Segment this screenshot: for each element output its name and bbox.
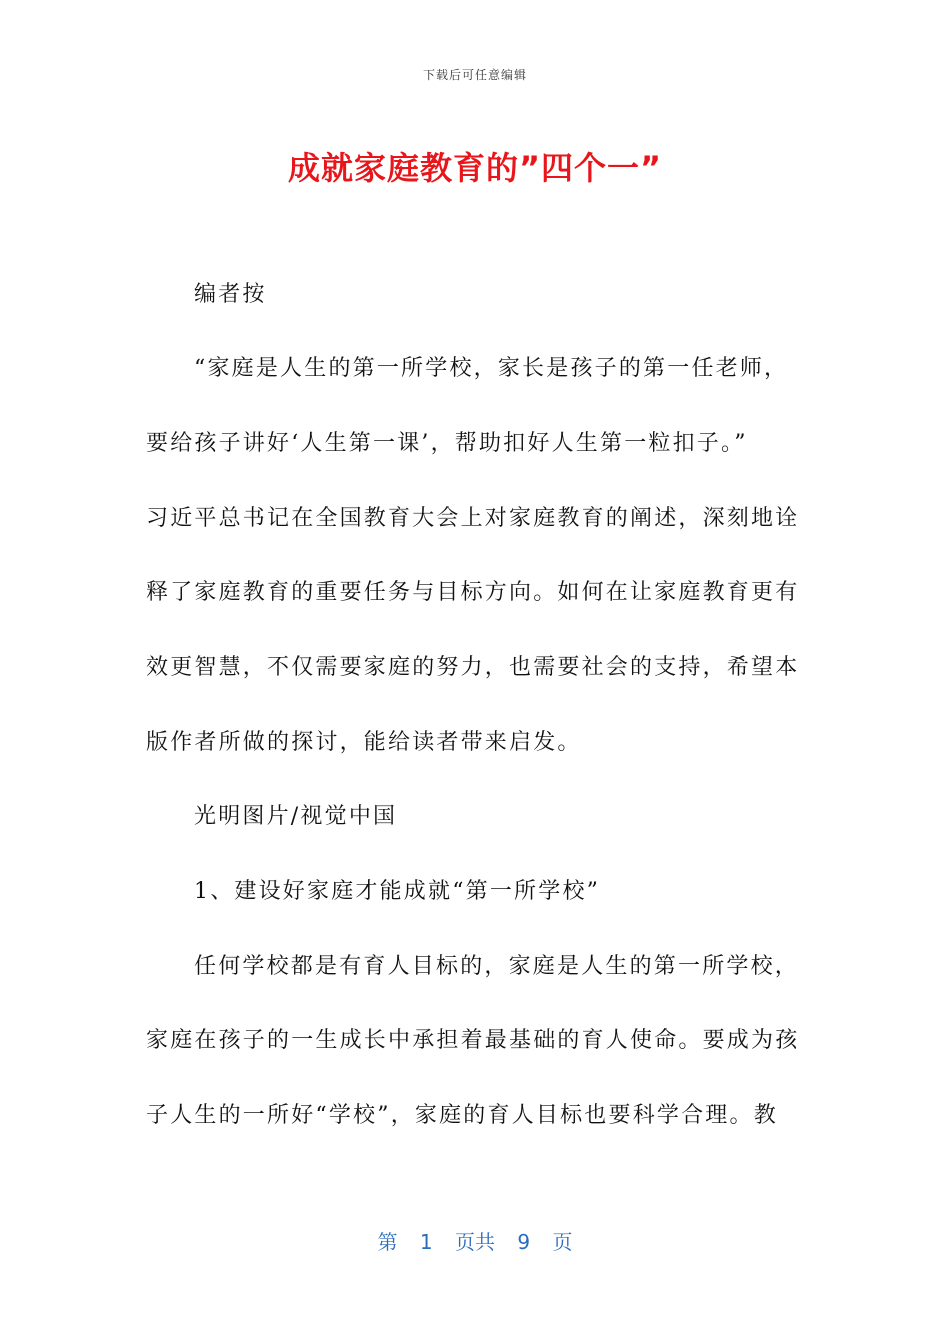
document-title: 成就家庭教育的”四个一” (287, 149, 663, 187)
paragraph-line: “家庭是人生的第一所学校，家长是孩子的第一任老师， (194, 356, 789, 381)
paragraph-line: 版作者所做的探讨，能给读者带来启发。 (146, 730, 582, 755)
page-current: 1 (419, 1230, 433, 1254)
page-total: 9 (517, 1230, 531, 1254)
paragraph-line: 效更智慧，不仅需要家庭的努力，也需要社会的支持，希望本 (146, 655, 800, 680)
page-footer (0, 1226, 950, 1255)
section-heading: 1、建设好家庭才能成就“第一所学校” (194, 879, 601, 904)
page-label: 第 (377, 1230, 398, 1254)
paragraph-line: 释了家庭教育的重要任务与目标方向。如何在让家庭教育更有 (146, 580, 800, 605)
editor-note-heading: 编者按 (194, 282, 267, 307)
paragraph-line: 要给孩子讲好‘人生第一课’，帮助扣好人生第一粒扣子。” (146, 431, 748, 456)
paragraph-line: 家庭在孩子的一生成长中承担着最基础的育人使命。要成为孩 (146, 1028, 800, 1053)
page-end-label: 页 (552, 1230, 573, 1254)
page-mid-label: 页共 (455, 1230, 495, 1254)
paragraph-line: 任何学校都是有育人目标的，家庭是人生的第一所学校， (194, 954, 800, 979)
image-credit: 光明图片/视觉中国 (194, 804, 398, 829)
paragraph-line: 习近平总书记在全国教育大会上对家庭教育的阐述，深刻地诠 (146, 506, 800, 531)
header-note: 下载后可任意编辑 (422, 68, 527, 82)
paragraph-line: 子人生的一所好“学校”，家庭的育人目标也要科学合理。教 (146, 1103, 778, 1128)
